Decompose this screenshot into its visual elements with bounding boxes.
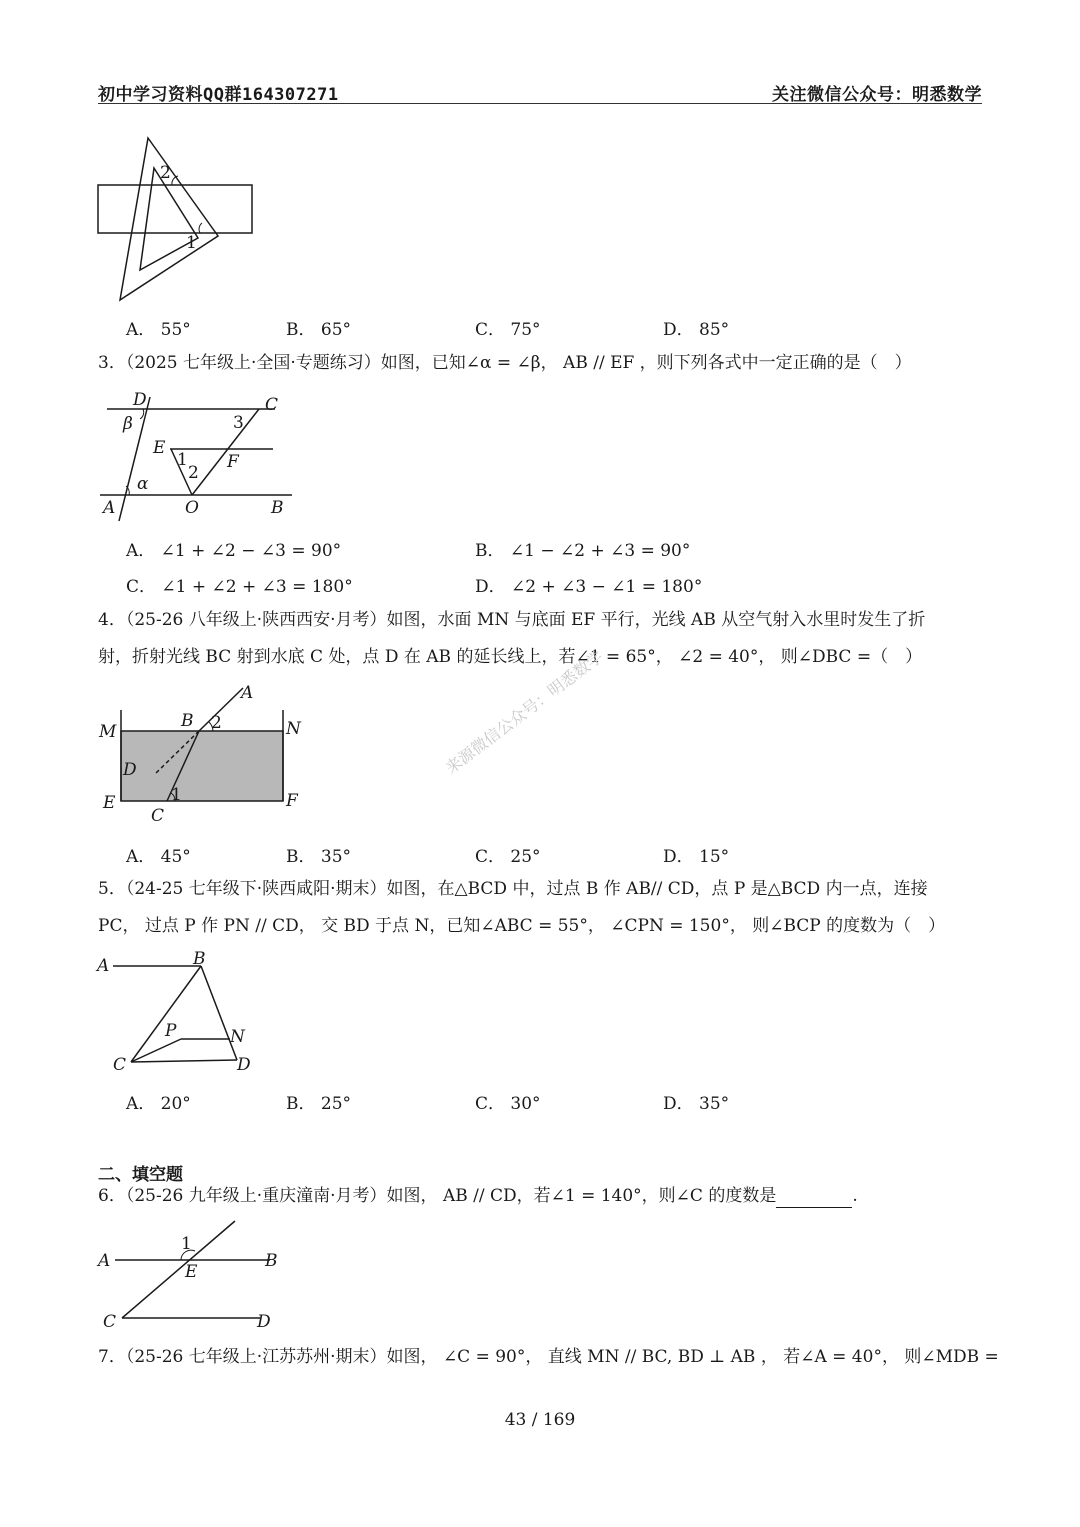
q4-option-d[interactable]: D． 15° [663,847,730,867]
q3-beta-arc [140,409,144,419]
q4-label-1: 1 [171,785,182,805]
q2-option-b[interactable]: B． 65° [286,320,352,340]
q4-label-m: M [99,722,117,742]
q5-label-p: P [165,1021,177,1041]
q6-label-1: 1 [181,1234,192,1254]
q6-figure [95,1215,295,1335]
q2-figure [90,128,270,313]
q4-stem-line1: 4．（25-26 八年级上·陕西西安·月考）如图，水面 MN 与底面 EF 平行，光线 AB 从空气射入水里时发生了折 [98,610,926,630]
q5-stem-line2: PC， 过点 P 作 PN // CD， 交 BD 于点 N，已知∠ABC = 55°， ∠CPN = 150°， 则∠BCP 的度数为（ ） [98,916,946,936]
q3-label-f: F [227,452,239,472]
q5-label-a: A [97,956,110,976]
watermark: 来源微信公众号：明悉数学 [441,646,607,778]
q4-figure [95,680,315,825]
q4-label-a: A [241,683,254,703]
q2-option-a[interactable]: A． 55° [126,320,191,340]
header-right-text: 关注微信公众号：明悉数学 [772,85,982,105]
q3-option-c[interactable]: C． ∠1 + ∠2 + ∠3 = 180° [126,577,353,597]
q3-label-a: A [103,498,116,518]
q3-label-c: C [265,395,279,415]
q2-option-d[interactable]: D． 85° [663,320,730,340]
q5-label-b: B [193,949,206,969]
q3-label-e: E [153,438,166,458]
q4-label-d: D [123,760,137,780]
q3-figure [95,385,310,525]
q3-option-d[interactable]: D． ∠2 + ∠3 − ∠1 = 180° [475,577,703,597]
page-number: 43 / 169 [504,1410,576,1430]
header-left-text: 初中学习资料QQ群164307271 [98,85,339,105]
q6-label-e: E [185,1262,198,1282]
q5-label-c: C [113,1055,127,1075]
q3-option-b[interactable]: B． ∠1 − ∠2 + ∠3 = 90° [475,541,691,561]
q3-label-o: O [185,498,199,518]
q3-label-1: 1 [177,450,188,470]
q6-answer-blank[interactable] [776,1190,852,1208]
q4-label-b: B [181,711,194,731]
q2-option-c[interactable]: C． 75° [475,320,541,340]
q5-option-c[interactable]: C． 30° [475,1094,541,1114]
q2-ruler-rect [98,185,252,233]
q6-transversal [122,1221,235,1318]
section-title-fill-blank: 二、填空题 [98,1165,183,1185]
q4-option-a[interactable]: A． 45° [126,847,191,867]
q4-option-b[interactable]: B． 35° [286,847,352,867]
q5-line-cd [131,1060,237,1062]
q2-label-2: 2 [160,163,171,183]
q5-figure [95,948,265,1078]
q7-stem: 7．（25-26 七年级上·江苏苏州·期末）如图， ∠C = 90°， 直线 MN // BC, BD ⊥ AB ， 若∠A = 40°， 则∠MDB = [98,1347,999,1367]
q2-angle2-arc [172,176,178,185]
q4-label-2: 2 [211,713,222,733]
q6-stem-end: . [852,1186,858,1206]
q3-label-3: 3 [233,413,244,433]
q4-label-c: C [151,806,165,825]
q5-line-bc [131,966,201,1062]
q4-label-n: N [286,719,301,739]
q5-option-b[interactable]: B． 25° [286,1094,352,1114]
q3-label-2: 2 [188,463,199,483]
q5-option-a[interactable]: A． 20° [126,1094,191,1114]
q2-label-1: 1 [186,233,197,253]
q3-label-alpha: α [137,474,149,494]
q4-label-f: F [286,791,298,811]
q4-option-c[interactable]: C． 25° [475,847,541,867]
q3-stem: 3．（2025 七年级上·全国·专题练习）如图，已知∠α = ∠β， AB // EF ，则下列各式中一定正确的是（ ） [98,353,912,373]
q4-water-rect [121,731,283,801]
q3-label-b: B [271,498,284,518]
q5-label-d: D [237,1055,251,1075]
q5-option-d[interactable]: D． 35° [663,1094,730,1114]
q6-label-d: D [257,1312,271,1332]
q3-option-a[interactable]: A． ∠1 + ∠2 − ∠3 = 90° [126,541,342,561]
q6-stem-text: 6．（25-26 九年级上·重庆潼南·月考）如图， AB // CD，若∠1 = 140°，则∠C 的度数是 [98,1186,777,1206]
q4-label-e: E [103,793,116,813]
q6-label-b: B [265,1251,278,1271]
q6-label-a: A [98,1251,111,1271]
q6-label-c: C [103,1312,117,1332]
q3-label-beta: β [123,414,133,434]
q3-label-d: D [133,390,147,410]
q4-stem-line2: 射，折射光线 BC 射到水底 C 处，点 D 在 AB 的延长线上，若∠1 = 65°， ∠2 = 40°， 则∠DBC =（ ） [98,647,923,667]
q6-stem [98,1184,858,1208]
q5-label-n: N [230,1027,245,1047]
q3-line-co [192,409,259,495]
page-header [98,78,982,104]
q2-angle1-arc [199,223,202,233]
q5-stem-line1: 5．（24-25 七年级下·陕西咸阳·期末）如图，在△BCD 中，过点 B 作 AB// CD，点 P 是△BCD 内一点，连接 [98,879,928,899]
